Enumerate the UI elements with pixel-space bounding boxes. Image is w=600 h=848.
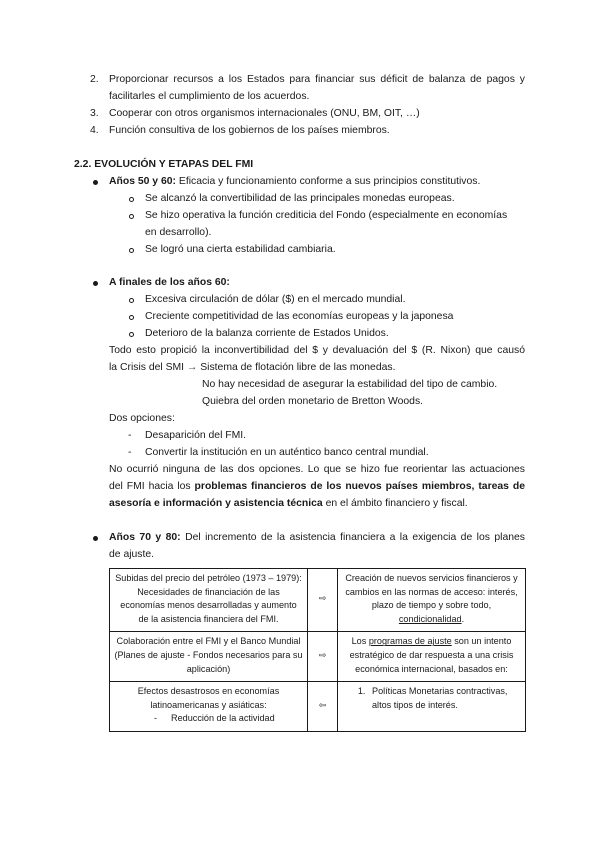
stage-label: Años 50 y 60:: [109, 176, 176, 187]
floating-text: Sistema de flotación libre de las monedas.: [200, 362, 396, 373]
cell-numbered-list: [342, 685, 521, 712]
stage-heading: [109, 530, 525, 547]
paragraph-line: Todo esto propició la inconvertibilidad del $ y devaluación del $ (R. Nixon) que causó: [109, 345, 525, 356]
list-number: 2.: [90, 74, 99, 85]
stage-text: Eficacia y funcionamiento conforme a sus principios constitutivos.: [176, 176, 481, 187]
paragraph-line: No ocurrió ninguna de las dos opciones. Lo que se hizo fue reorientar las actuaciones: [109, 464, 525, 475]
table-row: [110, 632, 526, 682]
table-cell-left: Colaboración entre el FMI y el Banco Mundial (Planes de ajuste - Fondos necesarios para su aplicación): [110, 632, 308, 682]
table-row: [110, 569, 526, 632]
stage-label: Años 70 y 80:: [109, 532, 181, 543]
cell-item-text: Reducción de la actividad: [171, 713, 275, 724]
cell-text: Creación de nuevos servicios financieros y cambios en las normas de acceso: interés, plazo de tiempo y sobre todo,: [345, 573, 518, 611]
table-cell-left: Subidas del precio del petróleo (1973 – 1979): Necesidades de financiación de las economías menos desarrolladas y aumento de la asistencia financiera del FMI.: [110, 569, 308, 632]
paragraph-line: [109, 360, 395, 377]
section-heading: 2.2. EVOLUCIÓN Y ETAPAS DEL FMI: [74, 159, 254, 170]
sub-bullet-icon: [129, 298, 134, 303]
crisis-text: la Crisis del SMI: [109, 362, 185, 373]
bullet-icon: [93, 536, 98, 541]
list-item-text: Función consultiva de los gobiernos de los países miembros.: [109, 125, 390, 136]
sub-item-text: Creciente competitividad de las economías europeas y la japonesa: [145, 311, 454, 322]
bullet-icon: [93, 281, 98, 286]
cell-text: Efectos desastrosos en economías latinoamericanas y asiáticas:: [137, 686, 280, 710]
options-title: Dos opciones:: [109, 413, 175, 424]
para-text: del FMI hacia los: [109, 481, 195, 492]
cell-list-item: 1. Políticas Monetarias contractivas, altos tipos de interés.: [368, 685, 521, 712]
list-item-text: facilitarles el cumplimiento de los acuerdos.: [109, 91, 310, 102]
paragraph-line: Quiebra del orden monetario de Bretton Woods.: [202, 396, 424, 407]
dash-icon: -: [154, 713, 158, 724]
right-arrow-icon: ⇨: [308, 632, 338, 682]
sub-item-text: Se alcanzó la convertibilidad de las principales monedas europeas.: [145, 193, 455, 204]
bullet-icon: [93, 180, 98, 185]
cell-text: .: [461, 613, 465, 624]
list-number: 3.: [90, 108, 99, 119]
stage-label: A finales de los años 60:: [109, 277, 230, 288]
paragraph-line: [109, 479, 525, 496]
left-arrow-icon: ⇦: [308, 682, 338, 732]
sub-item-text: Excesiva circulación de dólar ($) en el mercado mundial.: [145, 294, 406, 305]
list-item-text: Cooperar con otros organismos internacionales (ONU, BM, OIT, …): [109, 108, 420, 119]
cell-underlined-text: programas de ajuste: [368, 636, 452, 647]
evolution-table: [109, 568, 526, 732]
sub-item-text: Se logró una cierta estabilidad cambiaria.: [145, 244, 336, 255]
table-cell-left: [110, 682, 308, 732]
para-text: en el ámbito financiero y fiscal.: [322, 498, 468, 509]
sub-bullet-icon: [129, 248, 134, 253]
paragraph-line: [109, 496, 468, 513]
cell-dash-item: [114, 712, 303, 726]
right-arrow-icon: ⇨: [308, 569, 338, 632]
table-cell-right: [338, 569, 526, 632]
dash-icon: -: [128, 447, 132, 458]
cell-text: son un intento estratégico de dar respuesta a una crisis económica internacional, basados en:: [349, 636, 514, 674]
sub-item-text: en desarrollo).: [145, 227, 212, 238]
table-row: [110, 682, 526, 732]
option-item: Convertir la institución en un auténtico banco central mundial.: [145, 447, 429, 458]
table-cell-right: [338, 632, 526, 682]
list-item-text: Proporcionar recursos a los Estados para financiar sus déficit de balanza de pagos y: [109, 74, 525, 85]
sub-bullet-icon: [129, 315, 134, 320]
sub-bullet-icon: [129, 214, 134, 219]
cell-underlined-text: condicionalidad: [398, 613, 462, 624]
stage-text: de ajuste.: [109, 549, 155, 560]
sub-item-text: Se hizo operativa la función crediticia del Fondo (especialmente en economías: [145, 210, 508, 221]
dash-icon: -: [128, 430, 132, 441]
cell-text: Los: [351, 636, 369, 647]
list-number: 4.: [90, 125, 99, 136]
para-bold-text: asesoría e información y asistencia técnica: [109, 498, 323, 509]
para-bold-text: problemas financieros de los nuevos países miembros, tareas de: [194, 481, 525, 492]
sub-item-text: Deterioro de la balanza corriente de Estados Unidos.: [145, 328, 389, 339]
stage-heading: [109, 174, 480, 191]
stage-text: Del incremento de la asistencia financiera a la exigencia de los planes: [180, 532, 525, 543]
paragraph-line: No hay necesidad de asegurar la estabilidad del tipo de cambio.: [202, 379, 498, 390]
right-arrow-icon: →: [186, 362, 198, 373]
table-cell-right: [338, 682, 526, 732]
sub-bullet-icon: [129, 197, 134, 202]
sub-bullet-icon: [129, 332, 134, 337]
option-item: Desaparición del FMI.: [145, 430, 247, 441]
